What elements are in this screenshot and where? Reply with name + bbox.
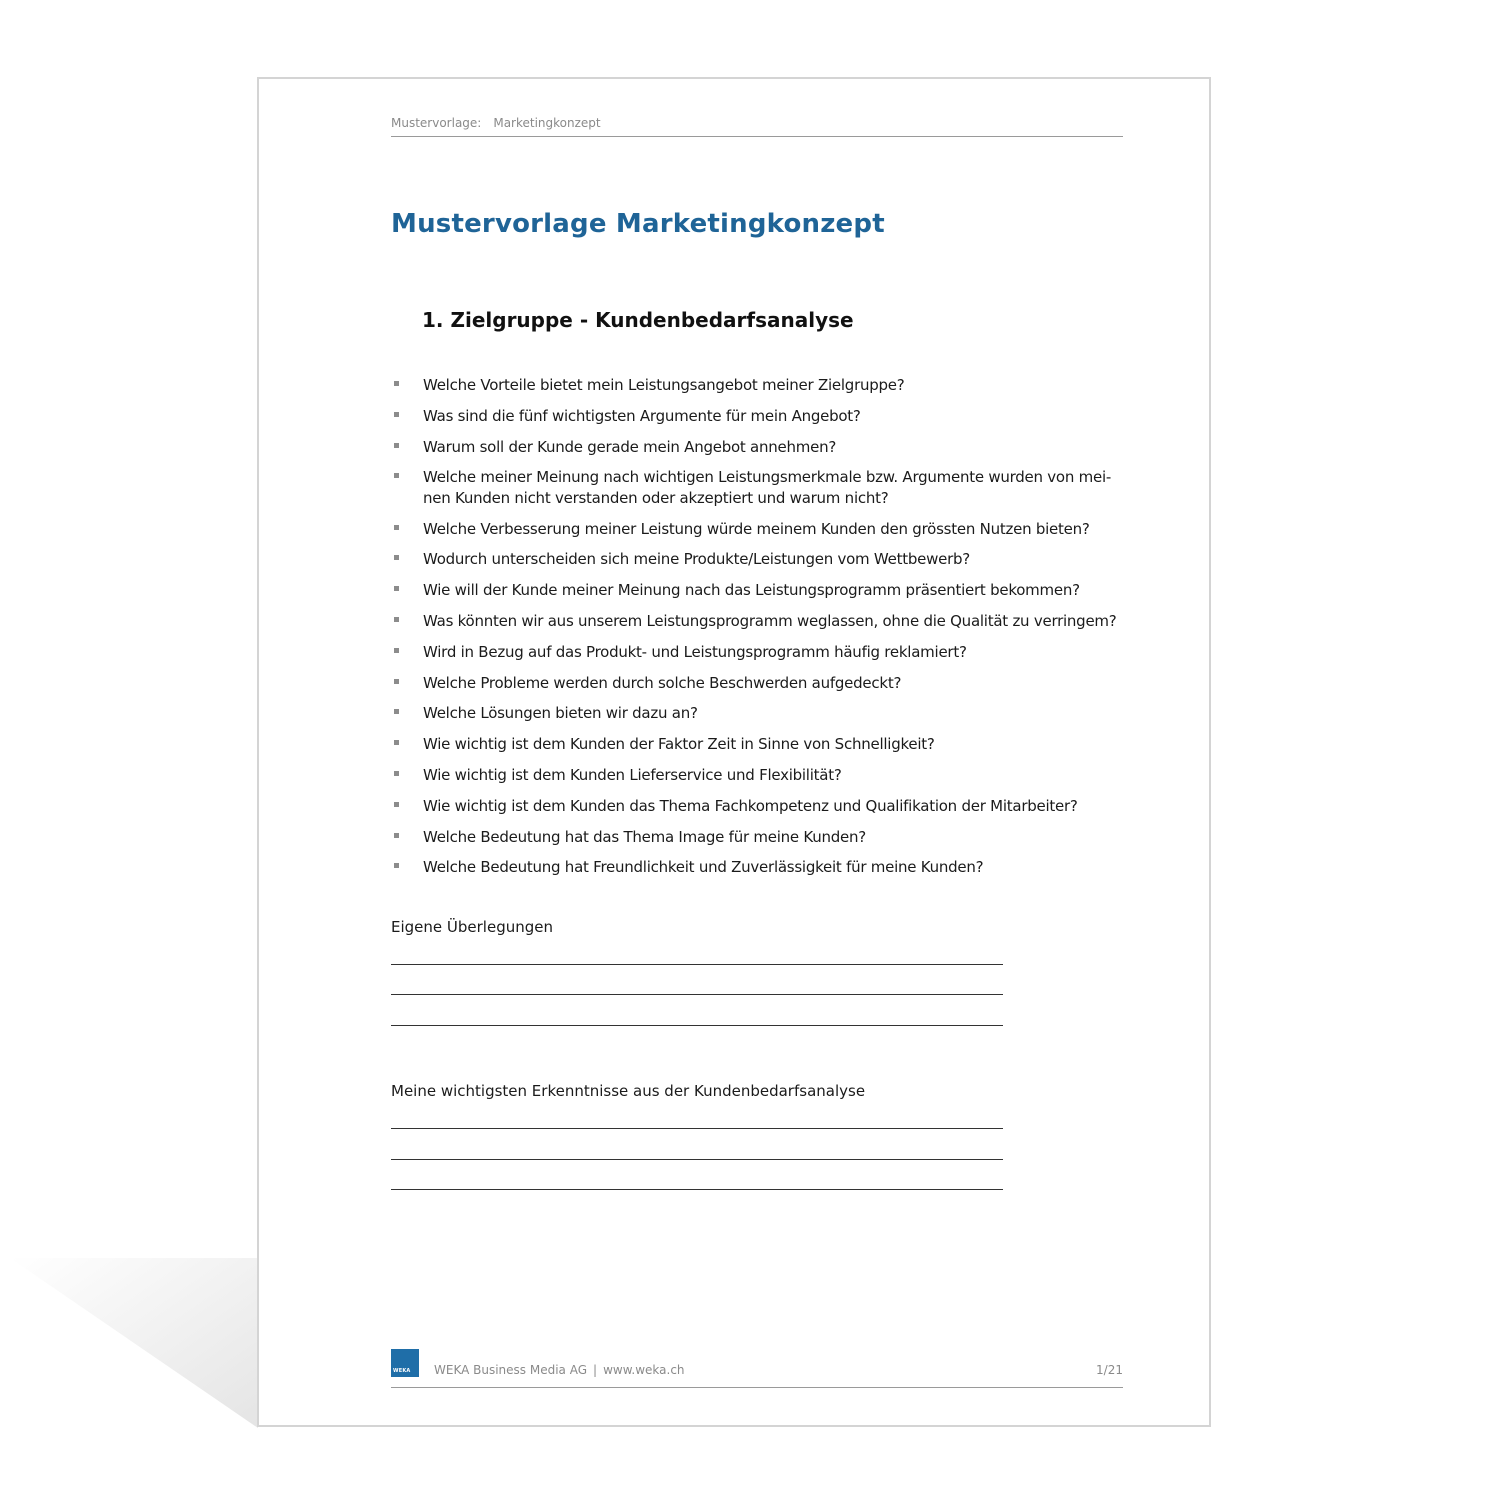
question-item: [391, 549, 1127, 570]
question-item: [391, 703, 1127, 724]
question-text: Wie will der Kunde meiner Meinung nach das Leistungsprogramm präsentiert bekommen?: [423, 581, 1080, 600]
question-text: Wie wichtig ist dem Kunden Lieferservice und Flexibilität?: [423, 766, 842, 785]
bullet-icon: [394, 525, 399, 530]
question-item: [391, 519, 1127, 540]
question-text: Welche Probleme werden durch solche Beschwerden aufgedeckt?: [423, 673, 902, 692]
question-list: [391, 375, 1127, 888]
question-text: Welche Vorteile bietet mein Leistungsangebot meiner Zielgruppe?: [423, 376, 905, 394]
writing-line: [391, 1025, 1003, 1026]
footer-url[interactable]: www.weka.ch: [603, 1363, 685, 1377]
bullet-icon: [394, 740, 399, 745]
question-item: [391, 437, 1127, 458]
writing-line: [391, 994, 1003, 995]
question-item: [391, 827, 1127, 848]
question-text: Warum soll der Kunde gerade mein Angebot annehmen?: [423, 437, 837, 456]
bullet-icon: [394, 863, 399, 868]
question-item: [391, 642, 1127, 663]
footer-text: [434, 1363, 685, 1377]
footer-rule: [391, 1387, 1123, 1388]
question-text: Welche Verbesserung meiner Leistung würde meinem Kunden den grössten Nutzen bieten?: [423, 519, 1090, 538]
bullet-icon: [394, 412, 399, 417]
question-item: [391, 611, 1127, 632]
footer-company: WEKA Business Media AG: [434, 1363, 588, 1377]
question-text: Was könnten wir aus unserem Leistungsprogramm weglassen, ohne die Qualität zu verringem?: [423, 612, 1117, 631]
question-item: [391, 467, 1127, 508]
bullet-icon: [394, 555, 399, 560]
question-item: [391, 406, 1127, 427]
bullet-icon: [394, 802, 399, 807]
document-title: Mustervorlage Marketingkonzept: [391, 209, 885, 239]
footer-separator: |: [593, 1363, 598, 1377]
running-header-label: Mustervorlage:: [391, 116, 482, 130]
writing-line: [391, 1128, 1003, 1129]
own-thoughts-label: Eigene Überlegungen: [391, 918, 553, 936]
question-item: [391, 734, 1127, 755]
question-item: [391, 580, 1127, 601]
writing-line: [391, 1189, 1003, 1190]
weka-logo-text: WEKA: [393, 1368, 411, 1374]
section-heading: 1. Zielgruppe - Kundenbedarfsanalyse: [422, 308, 854, 332]
question-text: Wie wichtig ist dem Kunden das Thema Fachkompetenz und Qualifikation der Mitarbeiter?: [423, 796, 1078, 815]
bullet-icon: [394, 381, 399, 386]
running-header: [391, 116, 1123, 130]
question-text: Welche Bedeutung hat das Thema Image für meine Kunden?: [423, 827, 866, 846]
question-text: Was sind die fünf wichtigsten Argumente für mein Angebot?: [423, 406, 861, 425]
bullet-icon: [394, 443, 399, 448]
bullet-icon: [394, 709, 399, 714]
header-rule: [391, 136, 1123, 137]
question-text: Wie wichtig ist dem Kunden der Faktor Zeit in Sinne von Schnelligkeit?: [423, 735, 935, 754]
running-header-subject: Marketingkonzept: [493, 116, 601, 130]
weka-logo: [391, 1349, 419, 1377]
bullet-icon: [394, 617, 399, 622]
bullet-icon: [394, 473, 399, 478]
page-number: 1/21: [1096, 1363, 1123, 1377]
bullet-icon: [394, 771, 399, 776]
writing-line: [391, 1159, 1003, 1160]
writing-line: [391, 964, 1003, 965]
bullet-icon: [394, 648, 399, 653]
document-page: [257, 77, 1211, 1427]
question-text: Welche Bedeutung hat Freundlichkeit und Zuverlässigkeit für meine Kunden?: [423, 858, 984, 877]
insights-label: Meine wichtigsten Erkenntnisse aus der Kundenbedarfsanalyse: [391, 1082, 866, 1100]
question-item: [391, 375, 1127, 396]
question-item: [391, 796, 1127, 817]
question-text: Welche meiner Meinung nach wichtigen Leistungsmerkmale bzw. Argumente wurden von mei-nen Kunden nicht verstanden oder akzeptiert und warum nicht?: [423, 468, 1112, 507]
question-text: Wird in Bezug auf das Produkt- und Leistungsprogramm häufig reklamiert?: [423, 642, 967, 661]
question-item: [391, 765, 1127, 786]
bullet-icon: [394, 586, 399, 591]
question-item: [391, 673, 1127, 694]
question-item: [391, 857, 1127, 878]
question-text: Wodurch unterscheiden sich meine Produkte/Leistungen vom Wettbewerb?: [423, 550, 970, 569]
bullet-icon: [394, 679, 399, 684]
bullet-icon: [394, 833, 399, 838]
question-text: Welche Lösungen bieten wir dazu an?: [423, 704, 698, 723]
